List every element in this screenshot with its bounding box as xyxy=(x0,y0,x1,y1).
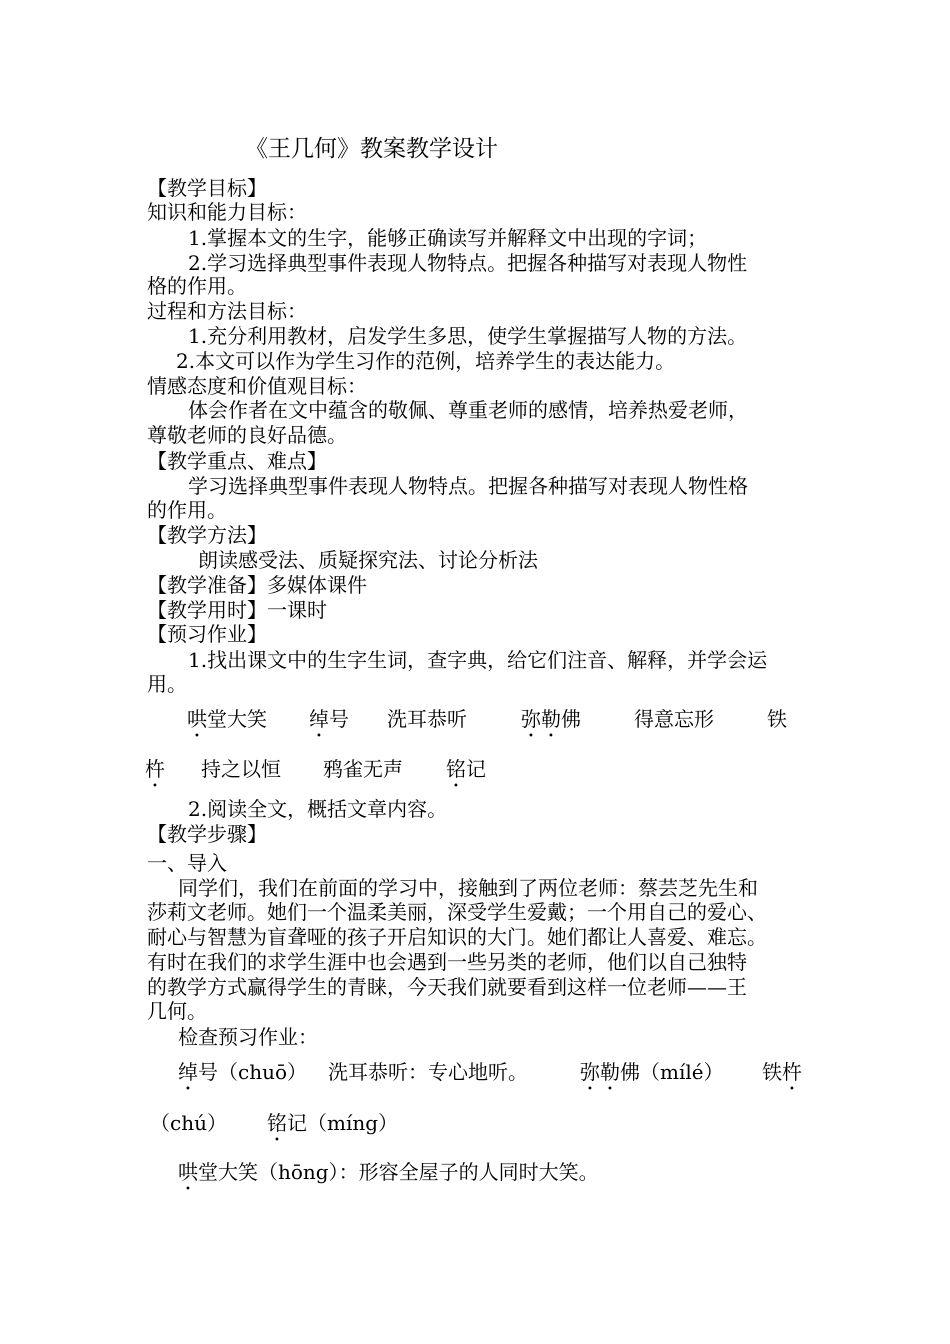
emotion-item-1-cont: 尊敬老师的良好品德。 xyxy=(147,423,347,447)
emphasized-char: 弥勒 xyxy=(521,707,561,731)
emphasized-char: 哄 xyxy=(178,1160,198,1184)
answer-entry: 哄堂大笑（hōng）：形容全屋子的人同时大笑。 xyxy=(178,1160,599,1184)
time-line: 【教学用时】一课时 xyxy=(147,598,327,622)
intro-paragraph-line: 有时在我们的求学生涯中也会遇到一些另类的老师，他们以自己独特 xyxy=(147,950,747,974)
vocab-word: 弥勒佛 xyxy=(521,707,581,731)
intro-paragraph-line: 耐心与智慧为盲聋哑的孩子开启知识的大门。她们都让人喜爱、难忘。 xyxy=(147,925,767,949)
key-heading: 【教学重点、难点】 xyxy=(147,449,327,473)
vocab-word: 持之以恒 xyxy=(201,757,281,781)
emotion-heading: 情感态度和价值观目标： xyxy=(147,374,367,398)
vocab-word xyxy=(145,757,165,792)
prep-line: 【教学准备】多媒体课件 xyxy=(147,573,367,597)
check-heading: 检查预习作业： xyxy=(178,1025,318,1049)
vocab-word: 得意忘形 xyxy=(634,707,714,731)
emphasized-char: 绰 xyxy=(309,707,329,731)
answer-entry: 铁杵 xyxy=(762,1060,802,1084)
vocab-word: 铁 xyxy=(767,707,787,731)
vocab-word: 鸦雀无声 xyxy=(323,757,403,781)
answer-entry: 绰号（chuō） xyxy=(178,1060,308,1084)
intro-paragraph-line: 莎莉文老师。她们一个温柔美丽，深受学生爱戴；一个用自己的爱心、 xyxy=(147,900,767,924)
process-item-2: 2.本文可以作为学生习作的范例，培养学生的表达能力。 xyxy=(176,349,676,373)
emphasized-char: 弥勒 xyxy=(580,1060,620,1084)
page-title: 《王几何》教案教学设计 xyxy=(245,136,498,162)
vocab-word: 哄堂大笑 xyxy=(187,707,267,731)
answer-entry: （chú） xyxy=(150,1111,227,1135)
emphasized-char: 杵 xyxy=(145,757,165,781)
goals-heading: 【教学目标】 xyxy=(147,176,267,200)
knowledge-item-2: 2.学习选择典型事件表现人物特点。把握各种描写对表现人物性 xyxy=(188,251,748,275)
key-text-cont: 的作用。 xyxy=(147,498,227,522)
answer-entry: 洗耳恭听：专心地听。 xyxy=(328,1060,528,1084)
steps-heading: 【教学步骤】 xyxy=(147,822,267,846)
emphasized-char: 铭 xyxy=(267,1111,287,1135)
emphasized-char: 绰 xyxy=(178,1060,198,1084)
emphasized-char: 杵 xyxy=(782,1060,802,1084)
process-item-1: 1.充分利用教材，启发学生多思，使学生掌握描写人物的方法。 xyxy=(188,324,748,348)
preview-item-1: 1.找出课文中的生字生词，查字典，给它们注音、解释，并学会运 xyxy=(188,648,768,672)
knowledge-heading: 知识和能力目标： xyxy=(147,200,307,224)
emotion-item-1: 体会作者在文中蕴含的敬佩、尊重老师的感情，培养热爱老师， xyxy=(188,398,748,422)
key-text: 学习选择典型事件表现人物特点。把握各种描写对表现人物性格 xyxy=(188,474,748,498)
vocab-word: 铭记 xyxy=(446,757,486,781)
vocab-word: 绰号 xyxy=(309,707,349,731)
preview-item-1-cont: 用。 xyxy=(147,672,187,696)
emphasized-char: 铭 xyxy=(446,757,466,781)
preview-item-2: 2.阅读全文，概括文章内容。 xyxy=(188,797,448,821)
knowledge-item-2-cont: 格的作用。 xyxy=(147,274,247,298)
answer-entry: 弥勒佛（mílé） xyxy=(580,1060,724,1084)
preview-heading: 【预习作业】 xyxy=(147,622,267,646)
knowledge-item-1: 1.掌握本文的生字，能够正确读写并解释文中出现的字词； xyxy=(188,226,708,250)
intro-paragraph-line: 同学们，我们在前面的学习中，接触到了两位老师：蔡芸芝先生和 xyxy=(178,876,758,900)
intro-heading: 一、导入 xyxy=(147,851,227,875)
answer-entry: 铭记（míng） xyxy=(267,1111,399,1135)
intro-paragraph-line: 几何。 xyxy=(147,999,207,1023)
intro-paragraph-line: 的教学方式赢得学生的青睐，今天我们就要看到这样一位老师——王 xyxy=(147,975,747,999)
emphasized-char: 哄 xyxy=(187,707,207,731)
vocab-word: 洗耳恭听 xyxy=(387,707,467,731)
method-heading: 【教学方法】 xyxy=(147,523,267,547)
method-text: 朗读感受法、质疑探究法、讨论分析法 xyxy=(198,548,538,572)
process-heading: 过程和方法目标： xyxy=(147,299,307,323)
